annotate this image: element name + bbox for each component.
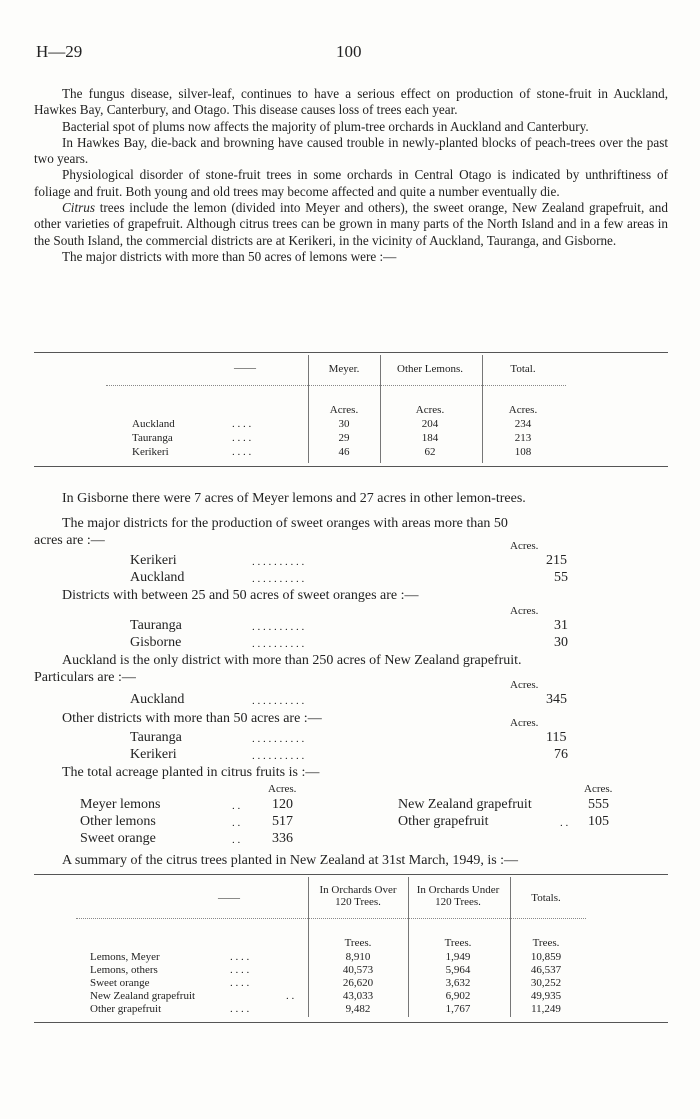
grapefruit-text-1: Auckland is the only district with more than 250 acres of New Zealand grapefruit. [62, 653, 522, 668]
orange-district: Gisborne [130, 635, 182, 650]
col-header-other-lemons: Other Lemons. [397, 363, 463, 375]
orange-district: Kerikeri [130, 553, 177, 568]
acres-label: Acres. [510, 679, 539, 691]
paragraph-physiological: Physiological disorder of stone-fruit trees in some orchards in Central Otago is indicated by unthriftiness of foliage and fruit. Both young and old trees may become affected and quite a number eventually die. [34, 167, 668, 199]
total-acreage-text: The total acreage planted in citrus fruits is :— [62, 765, 320, 780]
acres-label: Acres. [510, 605, 539, 617]
row-total: 49,935 [530, 990, 562, 1002]
row-over: 43,033 [342, 990, 374, 1002]
leader-dots: . . [560, 817, 569, 829]
col-header-meyer: Meyer. [328, 363, 360, 375]
citrus-italic: Citrus [62, 200, 95, 216]
unit-label: Acres. [329, 404, 359, 416]
row-total: 234 [514, 418, 532, 430]
col-header-totals: Totals. [531, 892, 561, 904]
row-total: 11,249 [531, 1003, 561, 1015]
grapefruit-district: Auckland [130, 692, 185, 707]
lemons-stub-dash: —— [234, 362, 256, 374]
oranges-intro-1: The major districts for the production of sweet oranges with areas more than 50 [62, 516, 508, 531]
row-total: 108 [514, 446, 532, 458]
orange-acres: 215 [546, 553, 567, 568]
citrus-acres: 105 [588, 814, 609, 829]
col-divider [308, 877, 309, 1017]
row-name: Lemons, others [90, 964, 158, 976]
acres-label: Acres. [510, 717, 539, 729]
row-dots: . . . . [232, 446, 252, 458]
leader-dots: . . [232, 800, 241, 812]
row-dots: . . . . [232, 432, 252, 444]
row-under: 3,632 [445, 977, 471, 989]
grapefruit-district: Kerikeri [130, 747, 177, 762]
grapefruit-text-2: Particulars are :— [34, 670, 136, 685]
paragraph-silver-leaf: The fungus disease, silver-leaf, continues to have a serious effect on production of stone-fruit in Auckland, Hawkes Bay, Canterbury, and Otago. This disease causes loss of trees each year. [34, 86, 668, 118]
row-name: Other grapefruit [90, 1003, 162, 1015]
row-dots: . . . . [230, 1003, 250, 1015]
citrus-acres: 517 [272, 814, 293, 829]
grapefruit-district: Tauranga [130, 730, 182, 745]
citrus-item: Other lemons [80, 814, 156, 829]
citrus-acres: 336 [272, 831, 293, 846]
row-dots: . . . . [232, 418, 252, 430]
leader-dots: . . . . . . . . . . [252, 733, 305, 745]
leader-dots: . . [232, 817, 241, 829]
row-over: 8,910 [345, 951, 371, 963]
row-other: 184 [421, 432, 439, 444]
grapefruit-other-text: Other districts with more than 50 acres are :— [62, 711, 322, 726]
grapefruit-acres: 115 [546, 730, 567, 745]
row-total: 10,859 [530, 951, 562, 963]
row-dots: . . . . [230, 951, 250, 963]
orange-acres: 55 [554, 570, 568, 585]
row-under: 1,767 [445, 1003, 471, 1015]
paragraph-die-back: In Hawkes Bay, die-back and browning have caused trouble in newly-planted blocks of peach-trees over the past two years. [34, 134, 668, 167]
grapefruit-acres: 76 [554, 747, 568, 762]
table-top-rule [34, 352, 668, 353]
row-name: New Zealand grapefruit [90, 990, 196, 1002]
citrus-item: Meyer lemons [80, 797, 161, 812]
citrus-item: Other grapefruit [398, 814, 489, 829]
unit-label: Trees. [532, 937, 560, 949]
unit-label: Trees. [344, 937, 372, 949]
row-other: 62 [424, 446, 436, 458]
acres-label: Acres. [268, 783, 297, 795]
row-dots: . . [286, 990, 295, 1002]
row-total: 46,537 [530, 964, 562, 976]
row-under: 1,949 [445, 951, 471, 963]
leader-dots: . . . . . . . . . . [252, 695, 305, 707]
row-over: 26,620 [342, 977, 374, 989]
col-header-total: Total. [510, 363, 536, 375]
row-other: 204 [421, 418, 439, 430]
row-over: 40,573 [342, 964, 374, 976]
oranges-between-text: Districts with between 25 and 50 acres of sweet oranges are :— [62, 588, 419, 603]
row-name: Lemons, Meyer [90, 951, 160, 963]
unit-label: Acres. [508, 404, 538, 416]
leader-dots: . . . . . . . . . . [252, 750, 305, 762]
row-under: 6,902 [445, 990, 471, 1002]
orange-acres: 30 [554, 635, 568, 650]
table-bottom-rule [34, 1022, 668, 1023]
row-dots: . . . . [230, 977, 250, 989]
row-total: 30,252 [530, 977, 562, 989]
acres-label: Acres. [510, 540, 539, 552]
grapefruit-acres: 345 [546, 692, 567, 707]
orange-district: Tauranga [130, 618, 182, 633]
table-top-rule [34, 874, 668, 875]
leader-dots: . . . . . . . . . . [252, 638, 305, 650]
citrus-item: New Zealand grapefruit [398, 797, 532, 812]
row-district: Kerikeri [132, 446, 169, 458]
intro-paragraphs [34, 86, 668, 265]
col-header-over-120: In Orchards Over 120 Trees. [319, 884, 397, 908]
row-meyer: 29 [338, 432, 350, 444]
row-meyer: 30 [338, 418, 350, 430]
paragraph-lemon-districts: The major districts with more than 50 acres of lemons were :— [62, 248, 397, 264]
gisborne-text: In Gisborne there were 7 acres of Meyer lemons and 27 acres in other lemon-trees. [62, 491, 526, 506]
row-dots: . . . . [230, 964, 250, 976]
section-code: H—29 [36, 42, 83, 61]
row-over: 9,482 [345, 1003, 371, 1015]
leader-dots: . . . . . . . . . . [252, 621, 305, 633]
table-bottom-rule [34, 466, 668, 467]
paragraph-bacterial-spot: Bacterial spot of plums now affects the majority of plum-tree orchards in Auckland and Canterbury. [62, 118, 589, 134]
col-header-under-120: In Orchards Under 120 Trees. [416, 884, 500, 908]
row-under: 5,964 [445, 964, 471, 976]
unit-label: Acres. [415, 404, 445, 416]
paragraph-citrus: Citrus trees include the lemon (divided into Meyer and others), the sweet orange, New Zealand grapefruit, and other varieties of grapefruit. Although citrus trees can be grown in many parts of the North Island and in a few areas in the South Island, the commercial districts are at Kerikeri, in the vicinity of Auckland, Tauranga, and Gisborne. [34, 200, 668, 248]
citrus-item: Sweet orange [80, 831, 156, 846]
unit-label: Trees. [444, 937, 472, 949]
row-district: Tauranga [132, 432, 173, 444]
row-name: Sweet orange [90, 977, 150, 989]
row-meyer: 46 [338, 446, 350, 458]
orange-district: Auckland [130, 570, 185, 585]
page-number: 100 [336, 42, 362, 61]
oranges-intro-2: acres are :— [34, 533, 105, 548]
leader-dots: . . . . . . . . . . [252, 556, 305, 568]
citrus-acres: 555 [588, 797, 609, 812]
leader-dots: . . . . . . . . . . [252, 573, 305, 585]
orange-acres: 31 [554, 618, 568, 633]
summary-text: A summary of the citrus trees planted in New Zealand at 31st March, 1949, is :— [62, 853, 519, 868]
header-rule [106, 385, 566, 386]
acres-label: Acres. [584, 783, 613, 795]
leader-dots: . . [232, 834, 241, 846]
row-district: Auckland [132, 418, 175, 430]
citrus-acres: 120 [272, 797, 293, 812]
trees-stub-dash: —— [218, 892, 240, 904]
row-total: 213 [514, 432, 532, 444]
